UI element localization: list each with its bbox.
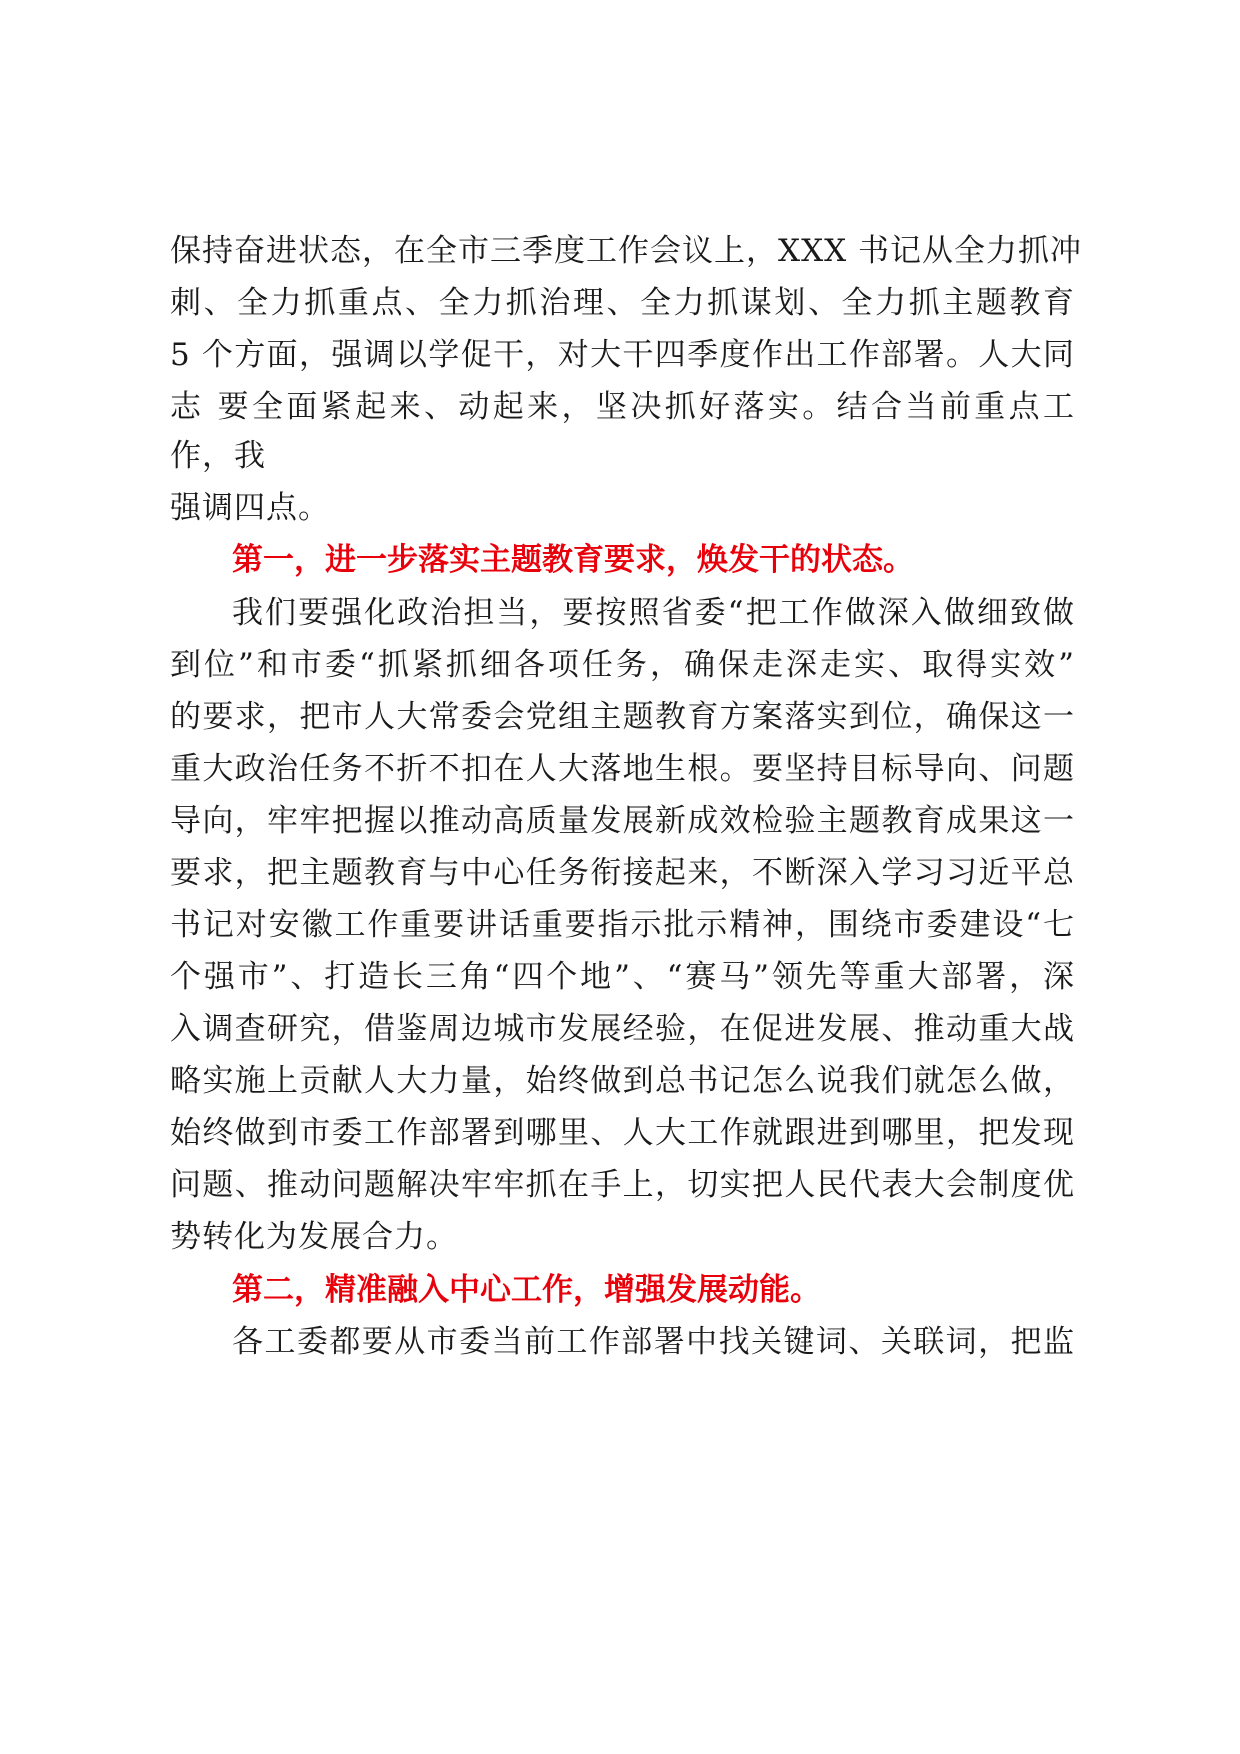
section-heading-1: 第一，进一步落实主题教育要求，焕发干的状态。 (232, 542, 914, 578)
body-line-17: 略实施上贡献人大力量，始终做到总书记怎么说我们就怎么做， (170, 1063, 1075, 1099)
body-line-8: 我们要强化政治担当，要按照省委“把工作做深入做细致做 (232, 595, 1075, 631)
body-line-18: 始终做到市委工作部署到哪里、人大工作就跟进到哪里，把发现 (170, 1115, 1075, 1151)
body-line-6: 强调四点。 (170, 490, 330, 526)
body-line-5: 作，我 (170, 438, 266, 474)
body-line-11: 重大政治任务不折不扣在人大落地生根。要坚持目标导向、问题 (170, 751, 1075, 787)
body-line-10: 的要求，把市人大常委会党组主题教育方案落实到位，确保这一 (170, 699, 1075, 735)
body-line-3: 5 个方面，强调以学促干，对大干四季度作出工作部署。人大同 (170, 337, 1075, 373)
body-line-22: 各工委都要从市委当前工作部署中找关键词、关联词，把监 (232, 1324, 1075, 1360)
body-line-12: 导向，牢牢把握以推动高质量发展新成效检验主题教育成果这一 (170, 803, 1075, 839)
body-line-16: 入调查研究，借鉴周边城市发展经验，在促进发展、推动重大战 (170, 1011, 1075, 1047)
body-line-19: 问题、推动问题解决牢牢抓在手上，切实把人民代表大会制度优 (170, 1167, 1075, 1203)
body-line-4: 志 要全面紧起来、动起来，坚决抓好落实。结合当前重点工 (170, 389, 1075, 425)
body-line-2: 刺、全力抓重点、全力抓治理、全力抓谋划、全力抓主题教育 (170, 285, 1075, 321)
section-heading-2: 第二，精准融入中心工作，增强发展动能。 (232, 1272, 821, 1308)
body-line-20: 势转化为发展合力。 (170, 1219, 458, 1255)
body-line-13: 要求，把主题教育与中心任务衔接起来，不断深入学习习近平总 (170, 855, 1075, 891)
body-line-1: 保持奋进状态，在全市三季度工作会议上，XXX 书记从全力抓冲 (170, 233, 1083, 269)
body-line-15: 个强市”、打造长三角“四个地”、“赛马”领先等重大部署，深 (170, 959, 1075, 995)
body-line-14: 书记对安徽工作重要讲话重要指示批示精神，围绕市委建设“七 (170, 907, 1075, 943)
body-line-9: 到位”和市委“抓紧抓细各项任务，确保走深走实、取得实效” (170, 647, 1075, 683)
